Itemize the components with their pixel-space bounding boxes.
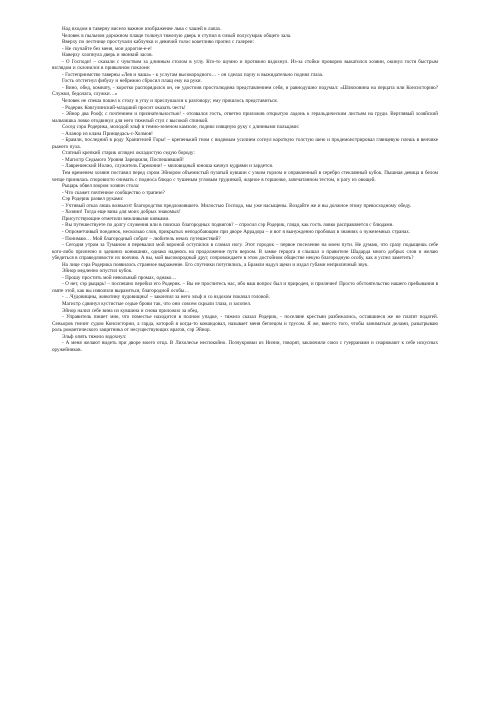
paragraph-39: - А меня желают видеть при дворе моего отца. В Лихолесье неспокойно. Позчукровки из Ниэни, говорят, заключили союз с гуерранами и снаряжают к себе искусных оружейников.	[52, 340, 438, 353]
paragraph-17: - Магистр Седьмого Уровня Зарецкиля, Поспешивший!	[62, 156, 184, 163]
paragraph-10: Человек не спеша пошел к столу в углу и прислушался к разговору; ему пришлось представиться.	[62, 98, 278, 105]
paragraph-31: Эйнор медленно опустил кубок.	[62, 268, 133, 275]
paragraph-37: - Управитель пишет мне, что поместье находится в полном упадке, - тяжело сказал Родерик, - поселяне крестьян разбежались, оставшиеся же не платят податей. Сеньоров гнезит судом Консистории, а гарда, которой я когда-то командовал, называет меня беглецом и трусом. Я же, вместо того, чтобы заниматься делами, разыгрываю роль романтического защитника от несуществующих врагов, сэр Эйнор.	[52, 314, 438, 334]
paragraph-6: - О Господи! – сказали с чувством за длинным столом в углу. Кто-то шумно и протяжно вздохнул. Из-за стойки проворно выкатился хозяин, окинул гостя быстрым взглядом и склонился в привычном поклоне:	[52, 58, 438, 72]
paragraph-33: - О нет, сэр рыцарь! – поспешно перебил его Родерик. – Вы не просчитесь нас, ибо ваш вопрос был и природен, и приличен! Просто обстоятельство нашего пребывания в святе этой, как вы изволили выразиться, благородной особы…	[52, 281, 438, 294]
paragraph-21: - Что скажет почтенное сообщество о трапезе?	[62, 189, 165, 196]
paragraph-25: Присутствующие отметили вежливыми кивками.	[62, 215, 170, 222]
paragraph-24: - Хозяин! Тогда еще вина для моих добрых знакомых!	[62, 209, 181, 216]
paragraph-23: - Учтивый отказ лишь возвысит благородство предложившего. Милостью Господа, мы уже насыщены. Воздайте же и вы должное этому превосходному обеду.	[62, 202, 412, 209]
document-body	[52, 26, 438, 353]
paragraph-35: Магистр сдвинул кустистые седые брови так, что они совсем скрыли глаза, и засопел.	[62, 300, 252, 307]
paragraph-28: - Понимаю… Мой благородный собрат – любитель неких путешествий?	[62, 235, 221, 242]
paragraph-15: - Брамли, последний в роду Хранителей Горы! – крепенький гном с видимым усилием согнул короткую толстую шею и продемонстрировал глянцевую плешь в венчике рыжего пуха.	[52, 137, 438, 150]
document-page	[52, 26, 438, 686]
paragraph-27: - Опрометчивый поединок, несколько слов, прикрытых неподобающим при дворе Аррадора – и вот я вынужденно пробовал в знаниях о чужеземных странах.	[62, 228, 411, 235]
paragraph-8: Гость отстегнул фибулу и небрежно сбросил плащ ему на руки.	[62, 78, 202, 85]
paragraph-1: Над входом в таверну висело важное изображение льва с чашей в лапах.	[62, 26, 222, 32]
paragraph-14: - Аланор из клана Принцедась-с-Холмов!	[62, 130, 153, 137]
paragraph-30: На лице сэра Родерика появилось странное выражение. Его спутники потупились, а Брамли надул щеки и издал губами неприличный звук.	[62, 261, 369, 268]
paragraph-38: Эльф опять тяжело вздохнул:	[62, 333, 127, 340]
paragraph-16: Статный крепкий старик оглядел окладистую седую бороду:	[62, 150, 195, 157]
paragraph-13: Сосед сэра Родерика, молодой эльф в темно-зеленом камзоле, поднял изящную руку с длинными пальцами:	[62, 124, 300, 131]
paragraph-2: Человек в пыльном дорожном плаще толкнул тяжелую дверь и ступил в сизый полусумрак общего зала.	[62, 32, 292, 39]
paragraph-19: Тем временем хозяин поставил перед сэром Эйнором объемистый пузатый кувшин с узким горлом и оправленный в серебро стеклянный кубок. Пышная девица в белом чепце принялась споровисто снимать с подноса блюдо с тушеным угловым грудинкой, жарное в горшочке, запечатанном тестом, и рагу из овощей.	[52, 170, 438, 183]
paragraph-29: - Сегодня утром за Туманом я перевалил мой вороной оступился в сломал ногу. Этот городок – первое поселение на моем пути. Не думаю, что сразу подыщешь себе кого-либо прилично в здешних конюшнях, однако надеюсь на продолжение пути верхом. В замке герцога я слышал о правителе Шадарда много добрых слов и желаю убедиться в справедливости их воочию. А вы, мой высокородный друг, сопровождаете в этом достойном обществе некую благородную особу, как я успел заметить?	[52, 242, 438, 262]
paragraph-4: - Не скучайте без меня, мои дорогие-е-е!	[62, 45, 152, 52]
paragraph-36: Эйнор налил себе вина из кувшина и снова приложил за обед.	[62, 307, 199, 314]
paragraph-22: Сэр Родерик развел руками:	[62, 196, 124, 203]
paragraph-9: - Вино, обед, комнату, - коротко распорядился он, не удостоив простолюдина представлением себя, и равнодушно подумал: «Шлюховина на перцата или Консисторию? Служки, бедолага, служки…»	[52, 84, 438, 98]
paragraph-20: Рыцарь обвел взором хозяин стола:	[62, 183, 140, 190]
paragraph-3: Вверху по лестнице простучали каблучки и девичий голос кокетливо пропел с галереи:	[62, 39, 254, 46]
paragraph-26: - Вы путешествуете по долгу служения или в поисках благородных подвигов? – спросил сэр Родерик, глядя, как гость ловко расправляется с блюдами.	[62, 222, 394, 229]
paragraph-18: - Лавренинский Иолио, служитель Гармонии! – миловидный юноша качнул кудрями и зардется.	[62, 163, 274, 170]
paragraph-32: - Прошу простить мой невольный промах, однако…	[62, 274, 177, 281]
paragraph-11: - Родерик Ковгулинский-младший просит оказать честь!	[62, 104, 186, 111]
paragraph-12: - Эйнор два Рооф; с почтением и признательностью! - отозвался гость, ответно приложив открытую ладонь к геральдическим листьям на груди. Вертлявый хозяйский мальчишка ловко отодвинул для него тяжелый стул с высокой спинкой.	[52, 111, 438, 124]
paragraph-5: Наверху хлопнула дверь и звонкий засов.	[62, 52, 153, 59]
paragraph-34: - …Чудовищны, животину чудовищны! – закончил за него эльф и со вздохом покачал головой.	[62, 294, 270, 301]
paragraph-7: - Гостеприимство таверны «Лев и чаша» - к услугам высокородного… - он сделал паузу и выжидательно поднял глаза.	[62, 71, 324, 78]
